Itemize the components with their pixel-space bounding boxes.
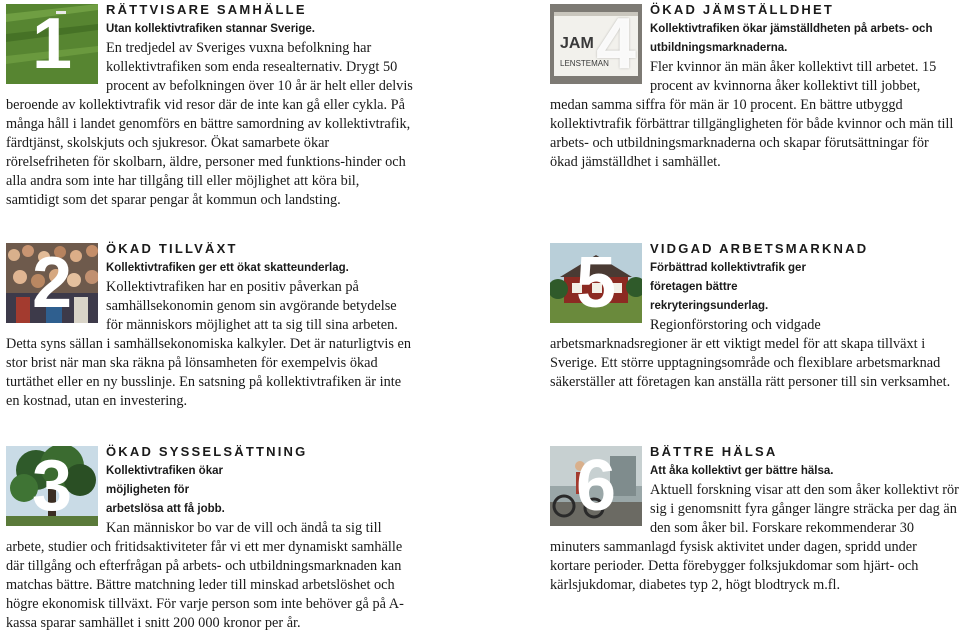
- section-number: 4: [595, 4, 636, 84]
- tree-photo: [6, 446, 98, 528]
- section-body: Regionförstoring och vidgade arbetsmarknadsregioner är ett viktigt medel för att skapa tillväxt i Sverige. Ett större upptagningsområde och flexiblare arbetsmarknad säkerställer att företagen kan anställa rätt personer till sin verksamhet.: [550, 317, 951, 390]
- grass-field-photo: [6, 4, 98, 84]
- section-body: Fler kvinnor än män åker kollektivt till arbetet. 15 procent av kvinnorna åker kollektivt till jobbet, medan samma siffra för män är 10 procent. En bättre utbyggd kollektivtrafik förbättrar tillgängligheten för både kvinnor och män till arbets- och utbildningsmarknaderna och skapar förutsättningar för ökad jämställdhet i samhället.: [550, 59, 954, 170]
- section-lead: Kollektivtrafiken ger ett ökat skatteunderlag.: [106, 262, 349, 274]
- crowd-photo: [6, 243, 98, 323]
- section-number: 3: [31, 446, 73, 526]
- sign-text-small: LENSTEMAN: [560, 59, 609, 68]
- section-battre-halsa: [550, 446, 960, 595]
- section-heading: BÄTTRE HÄLSA: [650, 444, 778, 459]
- section-heading: ÖKAD TILLVÄXT: [106, 241, 238, 256]
- red-house-photo: [550, 243, 642, 323]
- sign-text-large: JAM: [560, 35, 594, 52]
- section-number: 5: [575, 243, 617, 323]
- section-heading: ÖKAD SYSSELSÄTTNING: [106, 444, 308, 459]
- section-lead: Kollektivtrafiken ökar möjligheten för arbetslösa att få jobb.: [106, 465, 225, 515]
- section-okad-sysselsattning: [6, 446, 416, 633]
- section-rattvisare-samhalle: [6, 4, 416, 210]
- section-body: En tredjedel av Sveriges vuxna befolkning har kollektivtrafiken som enda resealternativ. Drygt 50 procent av befolkningen över 10 år är helt eller delvis beroende av kollektivtrafik vid resor där de inte kan gå eller cykla. På många håll i landet genomförs en bättre samordning av kollektivtrafik, färdtjänst, skolskjuts och sjukresor. Ökat samarbete ökar rörelsefriheten för skolbarn, äldre, personer med funktions-hinder och alla andra som inte har tillgång till eller möjlighet att köra bil, samtidigt som det sparar pengar åt kommun och landsting.: [6, 40, 413, 208]
- section-okad-jamstalldhet: [550, 4, 960, 172]
- section-okad-tillvaxt: [6, 243, 416, 411]
- section-heading: ÖKAD JÄMSTÄLLDHET: [650, 2, 835, 17]
- section-lead: Att åka kollektivt ger bättre hälsa.: [650, 465, 834, 477]
- section-lead: Förbättrad kollektivtrafik ger företagen bättre rekryteringsunderlag.: [650, 262, 806, 312]
- section-heading: RÄTTVISARE SAMHÄLLE: [106, 2, 307, 17]
- cyclist-photo: [550, 446, 642, 528]
- section-number: 1: [31, 4, 73, 84]
- section-number: 6: [575, 446, 617, 526]
- section-vidgad-arbetsmarknad: [550, 243, 960, 392]
- section-body: Kollektivtrafiken har en positiv påverkan på samhällsekonomin genom sin avgörande betydelse för människors möjlighet att ta sig till sina arbeten. Detta syns sällan i samhällsekonomiska kalkyler. Det är naturligtvis en stor brist när man ska räkna på lönsamheten för exempelvis ökad turtäthet eller en ny busslinje. En satsning på kollektivtrafiken är inte en kostnad, utan en investering.: [6, 279, 411, 409]
- section-lead: Kollektivtrafiken ökar jämställdheten på arbets- och utbildningsmarknaderna.: [650, 23, 933, 54]
- section-number: 2: [31, 243, 73, 323]
- section-body: Aktuell forskning visar att den som åker kollektivt rör sig i genomsnitt fyra gånger längre sträcka per dag än den som åker bil. Forskare rekommenderar 30 minuters sammanlagd fysisk aktivitet under dagen, spridd under kortare perioder. Detta förebygger folksjukdomar som hjärt- och kärlsjukdomar, diabetes typ 2, högt blodtryck m.fl.: [550, 482, 959, 593]
- section-heading: VIDGAD ARBETSMARKNAD: [650, 241, 869, 256]
- name-sign-photo: [550, 4, 642, 84]
- section-lead: Utan kollektivtrafiken stannar Sverige.: [106, 23, 315, 35]
- section-body: Kan människor bo var de vill och ändå ta sig till arbete, studier och fritidsaktiviteter får vi ett mer dynamiskt samhälle där tillgång och efterfrågan på arbets- och utbildningsmarknaden kan matchas bättre. Bättre matchning leder till minskad arbetslöshet och högre ekonomisk tillväxt. För varje person som inte behöver gå på A-kassa sparar samhället i snitt 200 000 kronor per år.: [6, 520, 404, 631]
